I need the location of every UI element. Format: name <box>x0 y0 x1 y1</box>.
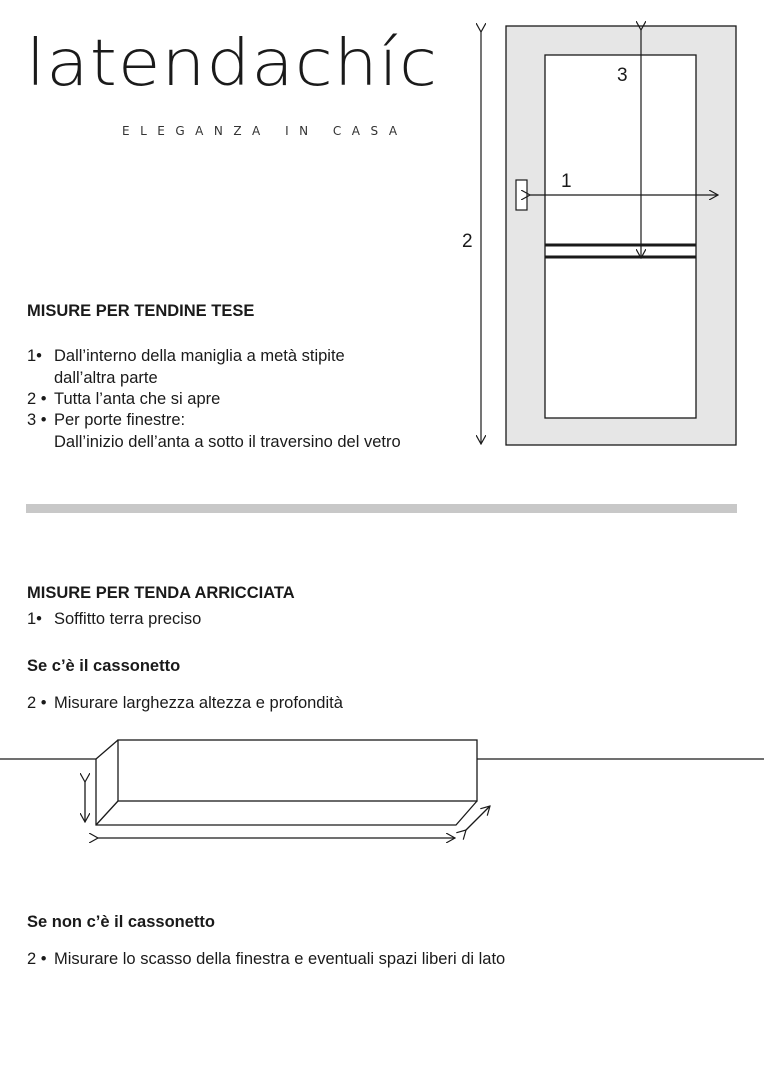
item-number: 3 • <box>27 411 47 429</box>
item-text: Soffitto terra preciso <box>54 610 202 628</box>
box-edge <box>96 759 477 825</box>
item-text: Tutta l’anta che si apre <box>54 390 221 408</box>
section-divider <box>26 504 737 513</box>
section1-item-3 <box>27 410 401 453</box>
item-number: 2 • <box>27 390 47 408</box>
brand-tagline: ELEGANZA IN CASA <box>122 124 408 138</box>
window-sash <box>545 55 696 418</box>
box-edge <box>96 801 118 825</box>
item-text: Dall’inizio dell’anta a sotto il traversino del vetro <box>54 432 401 451</box>
brand-logo: latendachíc <box>26 27 439 101</box>
label-2: 2 <box>462 231 473 252</box>
item-number: 2 • <box>27 950 47 968</box>
window-measure-diagram <box>440 20 750 460</box>
item-number: 2 • <box>27 694 47 712</box>
section1-item-1 <box>27 346 345 389</box>
box-front <box>118 740 477 801</box>
box-edge <box>96 740 118 759</box>
item-text: Misurare lo scasso della finestra e eventuali spazi liberi di lato <box>54 950 506 968</box>
item-text: dall’altra parte <box>54 368 158 387</box>
box-measure-diagram <box>0 730 764 850</box>
item-text: Per porte finestre: <box>54 411 186 429</box>
item-number: 1• <box>27 610 42 628</box>
section1-title: MISURE PER TENDINE TESE <box>27 302 255 320</box>
section2-item-1 <box>27 609 201 631</box>
section2-item-2 <box>27 693 343 715</box>
subheading-without-box: Se non c’è il cassonetto <box>27 913 215 931</box>
label-3: 3 <box>617 65 628 86</box>
label-1: 1 <box>561 171 572 192</box>
item-number: 1• <box>27 347 42 365</box>
section2-item-3 <box>27 949 505 971</box>
section1-item-2 <box>27 389 220 411</box>
section2-title: MISURE PER TENDA ARRICCIATA <box>27 584 295 602</box>
item-text: Dall’interno della maniglia a metà stipite <box>54 347 345 365</box>
handle <box>516 180 527 210</box>
item-text: Misurare larghezza altezza e profondità <box>54 694 343 712</box>
subheading-with-box: Se c’è il cassonetto <box>27 657 181 675</box>
